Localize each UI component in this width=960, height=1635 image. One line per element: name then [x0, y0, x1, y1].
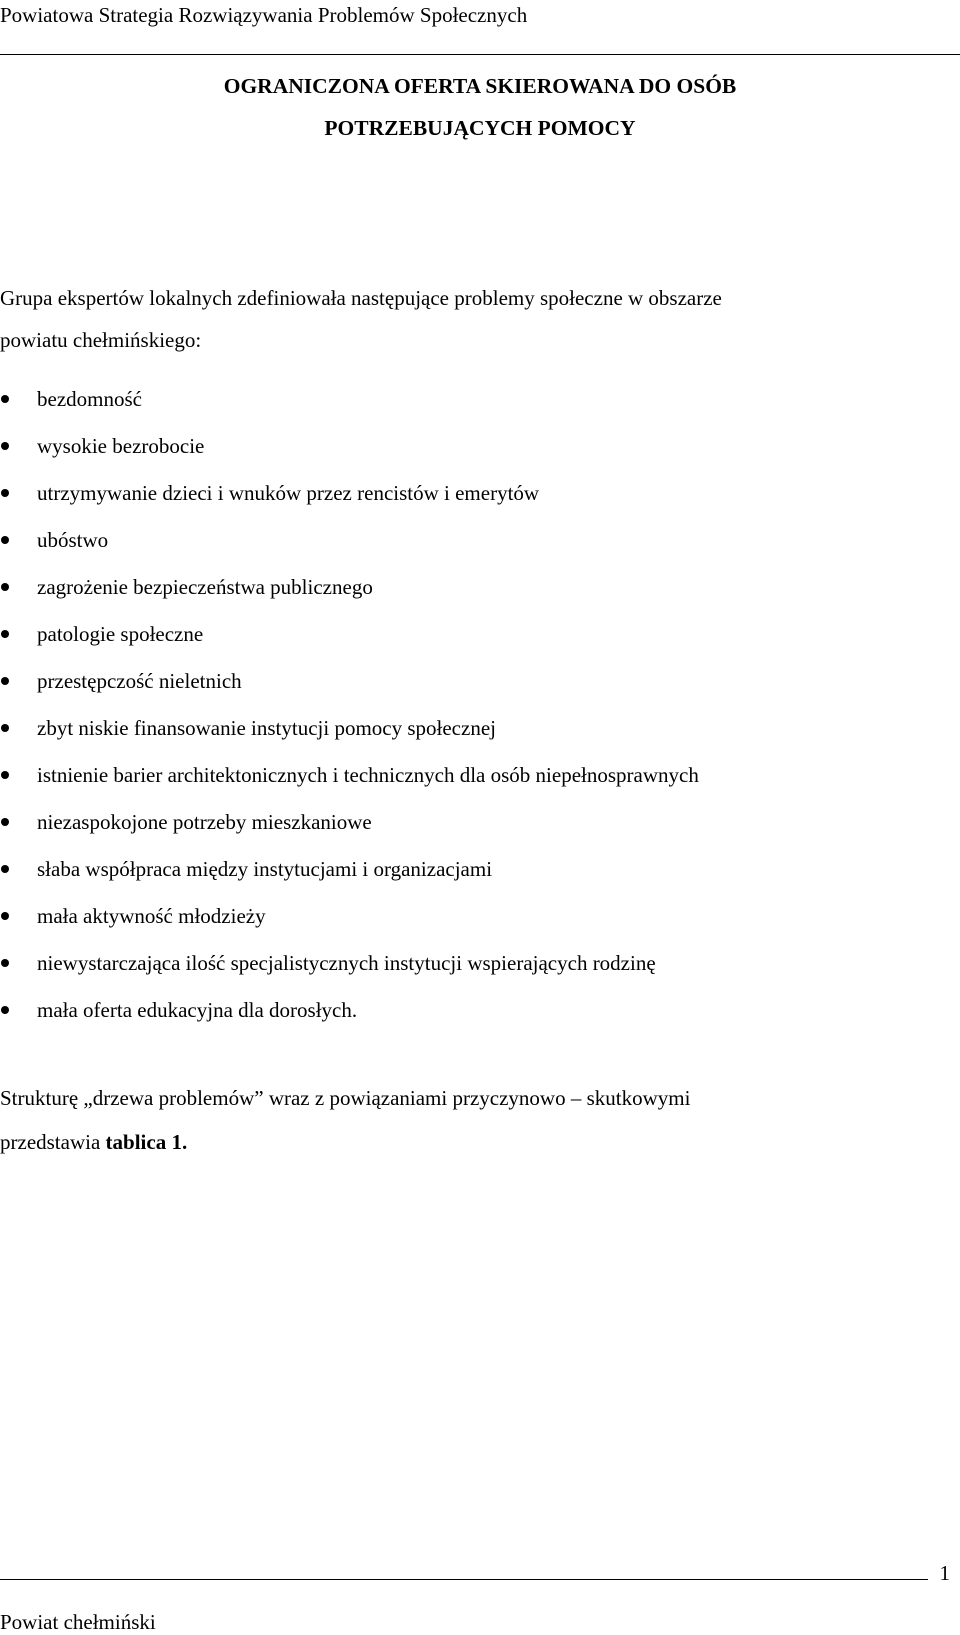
bullet-icon [1, 959, 9, 967]
bullet-icon [1, 771, 9, 779]
list-item-label: mała oferta edukacyjna dla dorosłych. [37, 998, 358, 1022]
conclusion-line-1: Strukturę „drzewa problemów” wraz z powiązaniami przyczynowo – skutkowymi [0, 1086, 691, 1110]
intro-line-2: powiatu chełmińskiego: [0, 328, 202, 352]
list-item-label: niezaspokojone potrzeby mieszkaniowe [37, 810, 372, 834]
running-footer: Powiat chełmiński [0, 1610, 156, 1634]
list-item-label: słaba współpraca między instytucjami i organizacjami [37, 857, 493, 881]
section-title-line-2: POTRZEBUJĄCYCH POMOCY [324, 116, 636, 140]
bullet-icon [1, 677, 9, 685]
bullet-icon [1, 724, 9, 732]
bullet-icon [1, 536, 9, 544]
list-item-label: ubóstwo [37, 528, 109, 552]
conclusion-text: przedstawia [0, 1130, 101, 1154]
list-item-label: przestępczość nieletnich [37, 669, 242, 693]
list-item-label: zagrożenie bezpieczeństwa publicznego [37, 575, 373, 599]
table-reference: tablica 1. [105, 1130, 188, 1154]
header-divider [0, 54, 960, 55]
list-item-label: patologie społeczne [37, 622, 204, 646]
list-item-label: mała aktywność młodzieży [37, 904, 266, 928]
list-item-label: wysokie bezrobocie [37, 434, 205, 458]
list-item-label: utrzymywanie dzieci i wnuków przez rencistów i emerytów [37, 481, 540, 505]
bullet-icon [1, 912, 9, 920]
list-item-label: niewystarczająca ilość specjalistycznych instytucji wspierających rodzinę [37, 951, 656, 975]
intro-line-1: Grupa ekspertów lokalnych zdefiniowała następujące problemy społeczne w obszarze [0, 286, 722, 310]
section-title-line-1: OGRANICZONA OFERTA SKIEROWANA DO OSÓB [223, 74, 737, 98]
bullet-icon [1, 395, 9, 403]
bullet-icon [1, 583, 9, 591]
list-item-label: bezdomność [37, 387, 142, 411]
footer-divider [0, 1579, 928, 1580]
conclusion-line-2 [0, 1129, 187, 1155]
bullet-icon [1, 865, 9, 873]
bullet-icon [1, 630, 9, 638]
bullet-icon [1, 818, 9, 826]
bullet-icon [1, 489, 9, 497]
running-header: Powiatowa Strategia Rozwiązywania Problemów Społecznych [0, 3, 528, 27]
bullet-icon [1, 442, 9, 450]
bullet-icon [1, 1006, 9, 1014]
list-item-label: zbyt niskie finansowanie instytucji pomocy społecznej [37, 716, 496, 740]
list-item-label: istnienie barier architektonicznych i technicznych dla osób niepełnosprawnych [37, 763, 699, 787]
page-number: 1 [939, 1561, 950, 1585]
